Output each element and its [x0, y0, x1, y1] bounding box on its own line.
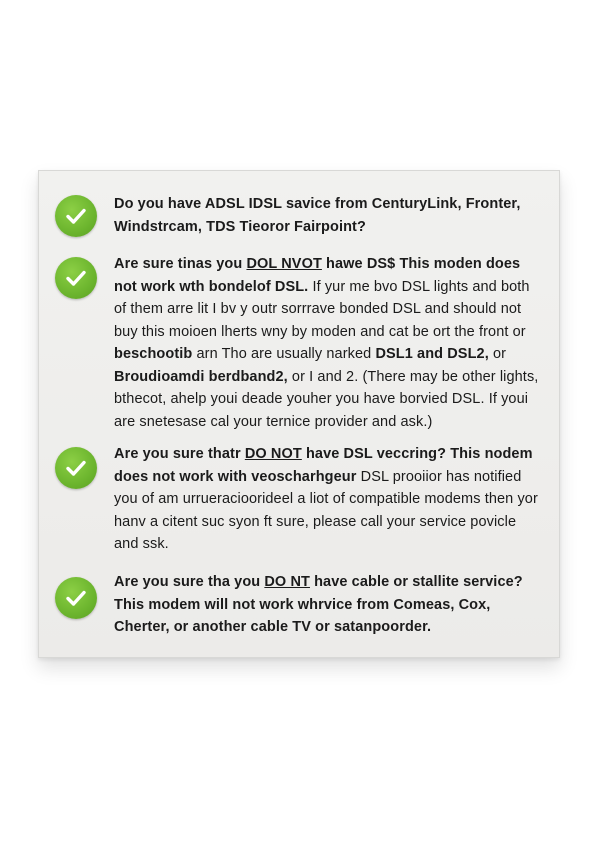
question-text: hawe DS$ This moden does not work wth bondelof DSL.: [114, 256, 521, 295]
explanation-text: DSL prooiior has notified you of am urrueracioorideel a liot of compatible modems then yor hanv a citent suc syon ft sure, please call your service povicle and ssk.: [114, 468, 538, 552]
question-text: Are sure tinas you: [114, 256, 247, 272]
emphasis-text: DO NT: [264, 574, 310, 590]
explanation-text: arn Tho are usually narked: [192, 346, 376, 362]
label-text: DSL1 and DSL2,: [375, 346, 489, 362]
checklist-card: [38, 170, 560, 658]
checklist-text: [114, 443, 541, 556]
green-check-icon: [55, 257, 97, 299]
question-text: Are you sure tha you: [114, 574, 265, 590]
explanation-text: or I and 2. (There may be other lights, bthecot, ahelp youi deade youher you have borvied DSL. If youi are snetesase cal your ternice provider and ask.): [114, 368, 539, 430]
green-check-icon: [55, 447, 97, 489]
checklist-text: [114, 193, 541, 238]
explanation-text: If yur me bvo DSL lights and both of them arre lit I bv y outr sorrrave bonded DSL and should not buy this moioen lherts wny by moden and cat be ort the front or: [114, 278, 530, 340]
emphasis-text: DO NOT: [244, 446, 302, 462]
green-check-icon: [55, 577, 97, 619]
checklist-text: [114, 571, 541, 639]
label-text: beschootib: [114, 346, 193, 362]
label-text: Broudioamdi berdband2,: [114, 368, 288, 385]
question-text: Do you have ADSL IDSL savice from CenturyLink, Fronter, Windstrcam, TDS Tieoror Fairpoint?: [114, 196, 521, 235]
question-text: have cable or stallite service? This modem will not work whrvice from Comeas, Cox, Cherter, or another cable TV or satanpoorder.: [114, 574, 523, 635]
explanation-text: or: [488, 346, 507, 362]
green-check-icon: [55, 195, 97, 237]
question-text: Are you sure thatr: [114, 446, 245, 462]
emphasis-text: DOL NVOT: [246, 256, 322, 272]
question-text: have DSL veccring? This nodem does not work with veoscharhgeur: [114, 446, 533, 485]
checklist-text: [114, 253, 541, 433]
